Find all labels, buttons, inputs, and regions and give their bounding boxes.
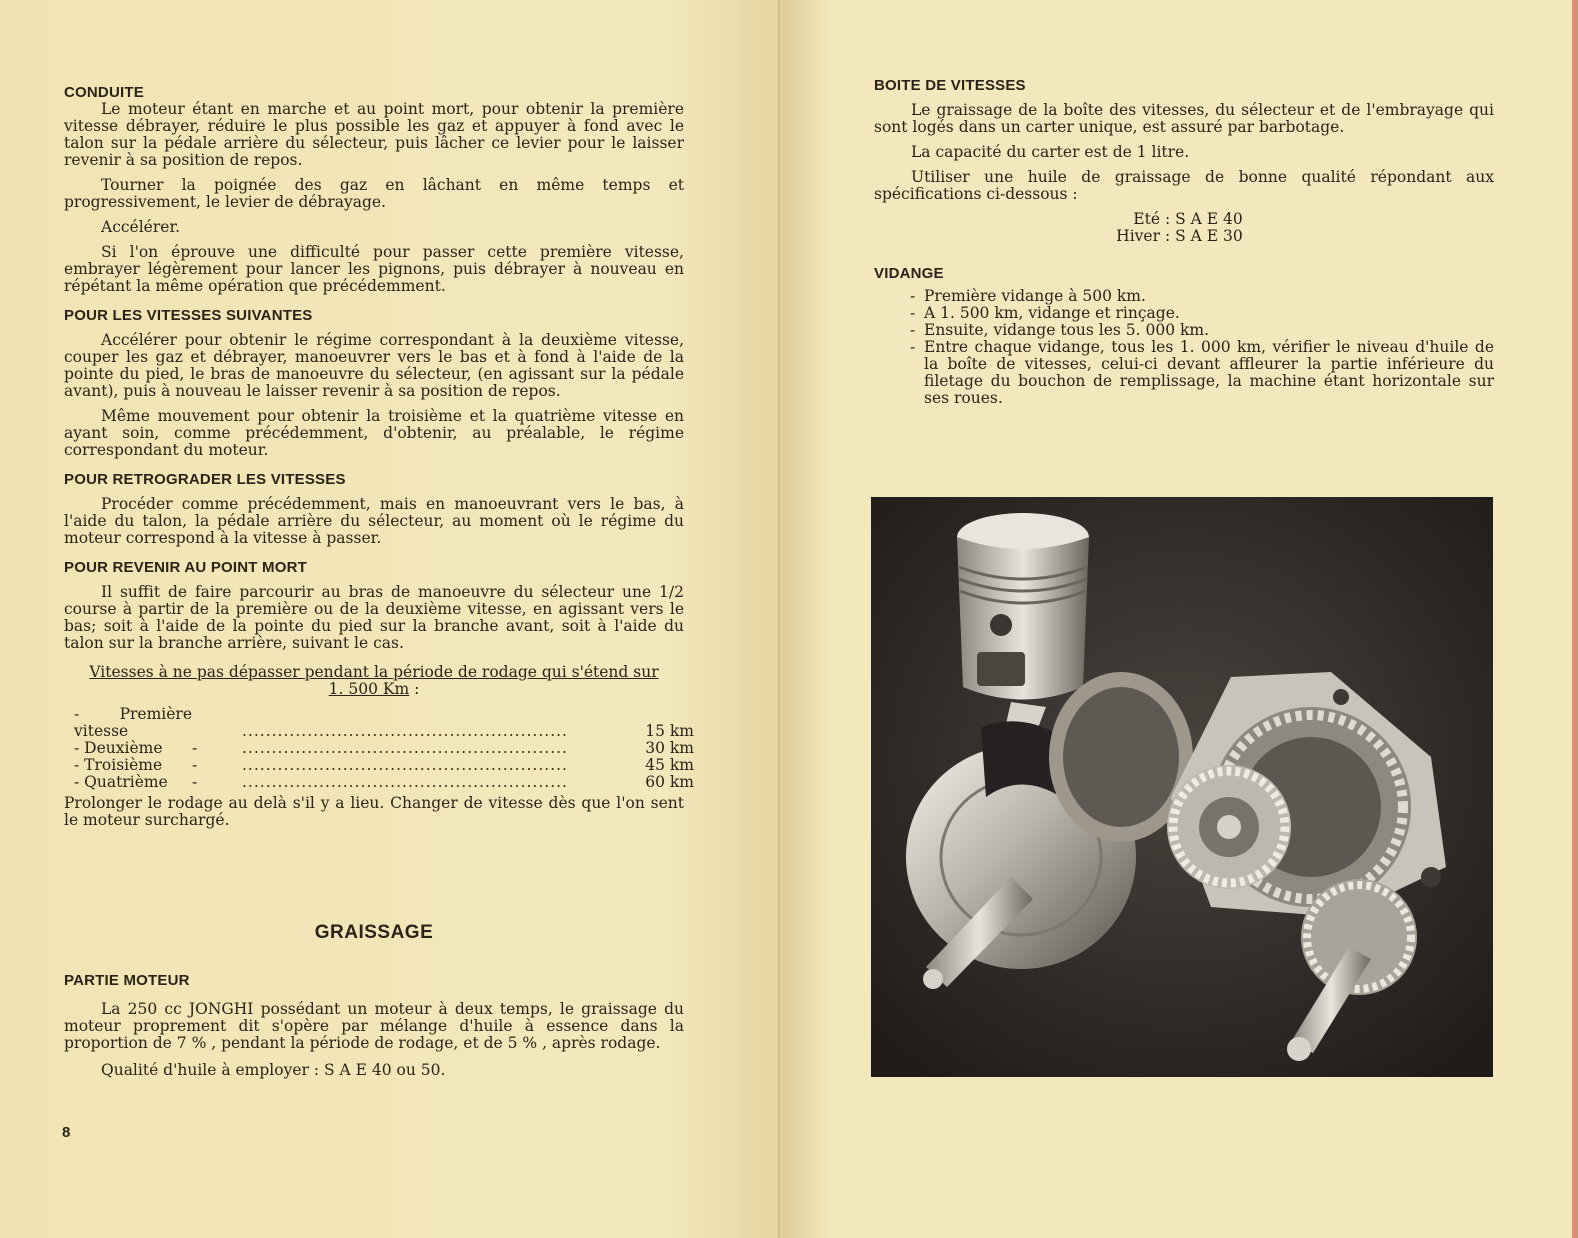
heading-point-mort: POUR REVENIR AU POINT MORT [64, 559, 307, 576]
list-item: - Première vidange à 500 km. [910, 288, 1494, 305]
speed-value: 60 km [645, 773, 694, 791]
dot-leader: ....................................................... [242, 740, 568, 757]
dot-leader: ....................................................... [242, 774, 568, 791]
paragraph: Qualité d'huile à employer : S A E 40 ou 50. [101, 1061, 446, 1079]
heading-vidange: VIDANGE [874, 265, 944, 282]
paragraph: Il suffit de faire parcourir au bras de manoeuvre du sélecteur une 1/2 course à partir de la première ou de la deuxième vitesse, en agissant vers le bas; soit à l'aide de la pointe du pied sur la branche avant, soit à l'aide du talon sur la branche arrière, suivant le cas. [64, 583, 684, 652]
vidange-list [910, 288, 1494, 407]
paragraph: Le graissage de la boîte des vitesses, du sélecteur et de l'embrayage qui sont logés dans un carter unique, est assuré par barbotage. [874, 101, 1494, 136]
paragraph: Utiliser une huile de graissage de bonne qualité répondant aux spécifications ci-dessous : [874, 168, 1494, 203]
speed-label: - Première vitesse [74, 705, 192, 740]
list-item: - A 1. 500 km, vidange et rinçage. [910, 305, 1494, 322]
dot-leader: ....................................................... [242, 757, 568, 774]
oil-spec: : S A E 30 [1164, 227, 1243, 245]
paragraph: Même mouvement pour obtenir la troisième et la quatrième vitesse en ayant soin, comme précédemment, d'obtenir, au préalable, le régime correspondant du moteur. [64, 407, 684, 459]
speed-label: - Deuxième [74, 739, 163, 757]
paragraph: Procéder comme précédemment, mais en manoeuvrant vers le bas, à l'aide du talon, la pédale arrière du sélecteur, au moment où le régime du moteur correspond à la vitesse à passer. [64, 495, 684, 547]
paragraph: La capacité du carter est de 1 litre. [911, 143, 1190, 161]
heading-boite-de-vitesses: BOITE DE VITESSES [874, 77, 1026, 94]
graissage-column [64, 972, 684, 1079]
speed-ditto: - [192, 773, 198, 791]
dot-leader: ....................................................... [242, 722, 568, 740]
rodage-title [64, 664, 684, 698]
speed-ditto [192, 706, 242, 740]
heading-vitesses-suivantes: POUR LES VITESSES SUIVANTES [64, 307, 313, 324]
left-page [0, 0, 782, 1238]
page-number: 8 [62, 1124, 71, 1141]
oil-specs [1104, 211, 1494, 245]
oil-spec-row [1104, 228, 1494, 245]
oil-spec: : S A E 40 [1164, 210, 1243, 228]
oil-season: Eté [1133, 210, 1160, 228]
paragraph: Le moteur étant en marche et au point mort, pour obtenir la première vitesse débrayer, réduire le plus possible les gaz et appuyer à fond avec le talon sur la pédale arrière du sélecteur, puis lâcher ce levier pour le laisser revenir à sa position de repos. [64, 100, 684, 169]
speed-label: - Quatrième [74, 773, 168, 791]
paragraph: La 250 cc JONGHI possédant un moteur à deux temps, le graissage du moteur proprement dit s'opère par mélange d'huile à essence dans la proportion de 7 % , pendant la période de rodage, et de 5 % , après rodage. [64, 1000, 684, 1052]
paragraph: Si l'on éprouve une difficulté pour passer cette première vitesse, embrayer légèrement pour lancer les pignons, puis débrayer à nouveau en répétant la même opération que précédemment. [64, 243, 684, 295]
speed-ditto: - [192, 739, 198, 757]
speed-label: - Troisième [74, 756, 163, 774]
heading-conduite: CONDUITE [64, 84, 144, 101]
rodage-title-line2: 1. 500 Km [328, 680, 410, 698]
table-row [74, 740, 694, 757]
rodage-speed-table [74, 706, 694, 791]
paragraph: Tourner la poignée des gaz en lâchant en même temps et progressivement, le levier de débrayage. [64, 176, 684, 211]
oil-season: Hiver [1116, 227, 1160, 245]
rodage-title-suffix: : [409, 680, 420, 698]
table-row [74, 706, 694, 740]
speed-value: 30 km [645, 739, 694, 757]
speed-ditto: - [192, 756, 198, 774]
speed-value: 45 km [645, 756, 694, 774]
table-row [74, 774, 694, 791]
paragraph: Accélérer. [101, 218, 181, 236]
heading-partie-moteur: PARTIE MOTEUR [64, 972, 190, 989]
engine-parts-photo [871, 497, 1493, 1077]
oil-spec-row [1104, 211, 1494, 228]
page-edge [1572, 0, 1578, 1238]
rodage-title-line1: Vitesses à ne pas dépasser pendant la période de rodage qui s'étend sur [89, 663, 659, 681]
section-title-graissage: GRAISSAGE [314, 922, 434, 943]
heading-retrograder: POUR RETROGRADER LES VITESSES [64, 471, 346, 488]
paragraph: Accélérer pour obtenir le régime correspondant à la deuxième vitesse, couper les gaz et débrayer, manoeuvrer vers le bas et à fond à l'aide de la pointe du pied, le bras de manoeuvre du sélecteur, (en agissant sur la pédale avant), puis à nouveau le laisser revenir à sa position de repos. [64, 331, 684, 400]
table-row [74, 757, 694, 774]
speed-value: 15 km [645, 722, 694, 740]
right-column [874, 77, 1494, 407]
left-column [64, 84, 694, 829]
list-item: - Entre chaque vidange, tous les 1. 000 km, vérifier le niveau d'huile de la boîte de vitesses, celui-ci devant affleurer la partie inférieure du filetage du bouchon de remplissage, la machine étant horizontale sur ses roues. [910, 339, 1494, 407]
rodage-note: Prolonger le rodage au delà s'il y a lieu. Changer de vitesse dès que l'on sent le moteur surchargé. [64, 794, 684, 829]
list-item: - Ensuite, vidange tous les 5. 000 km. [910, 322, 1494, 339]
